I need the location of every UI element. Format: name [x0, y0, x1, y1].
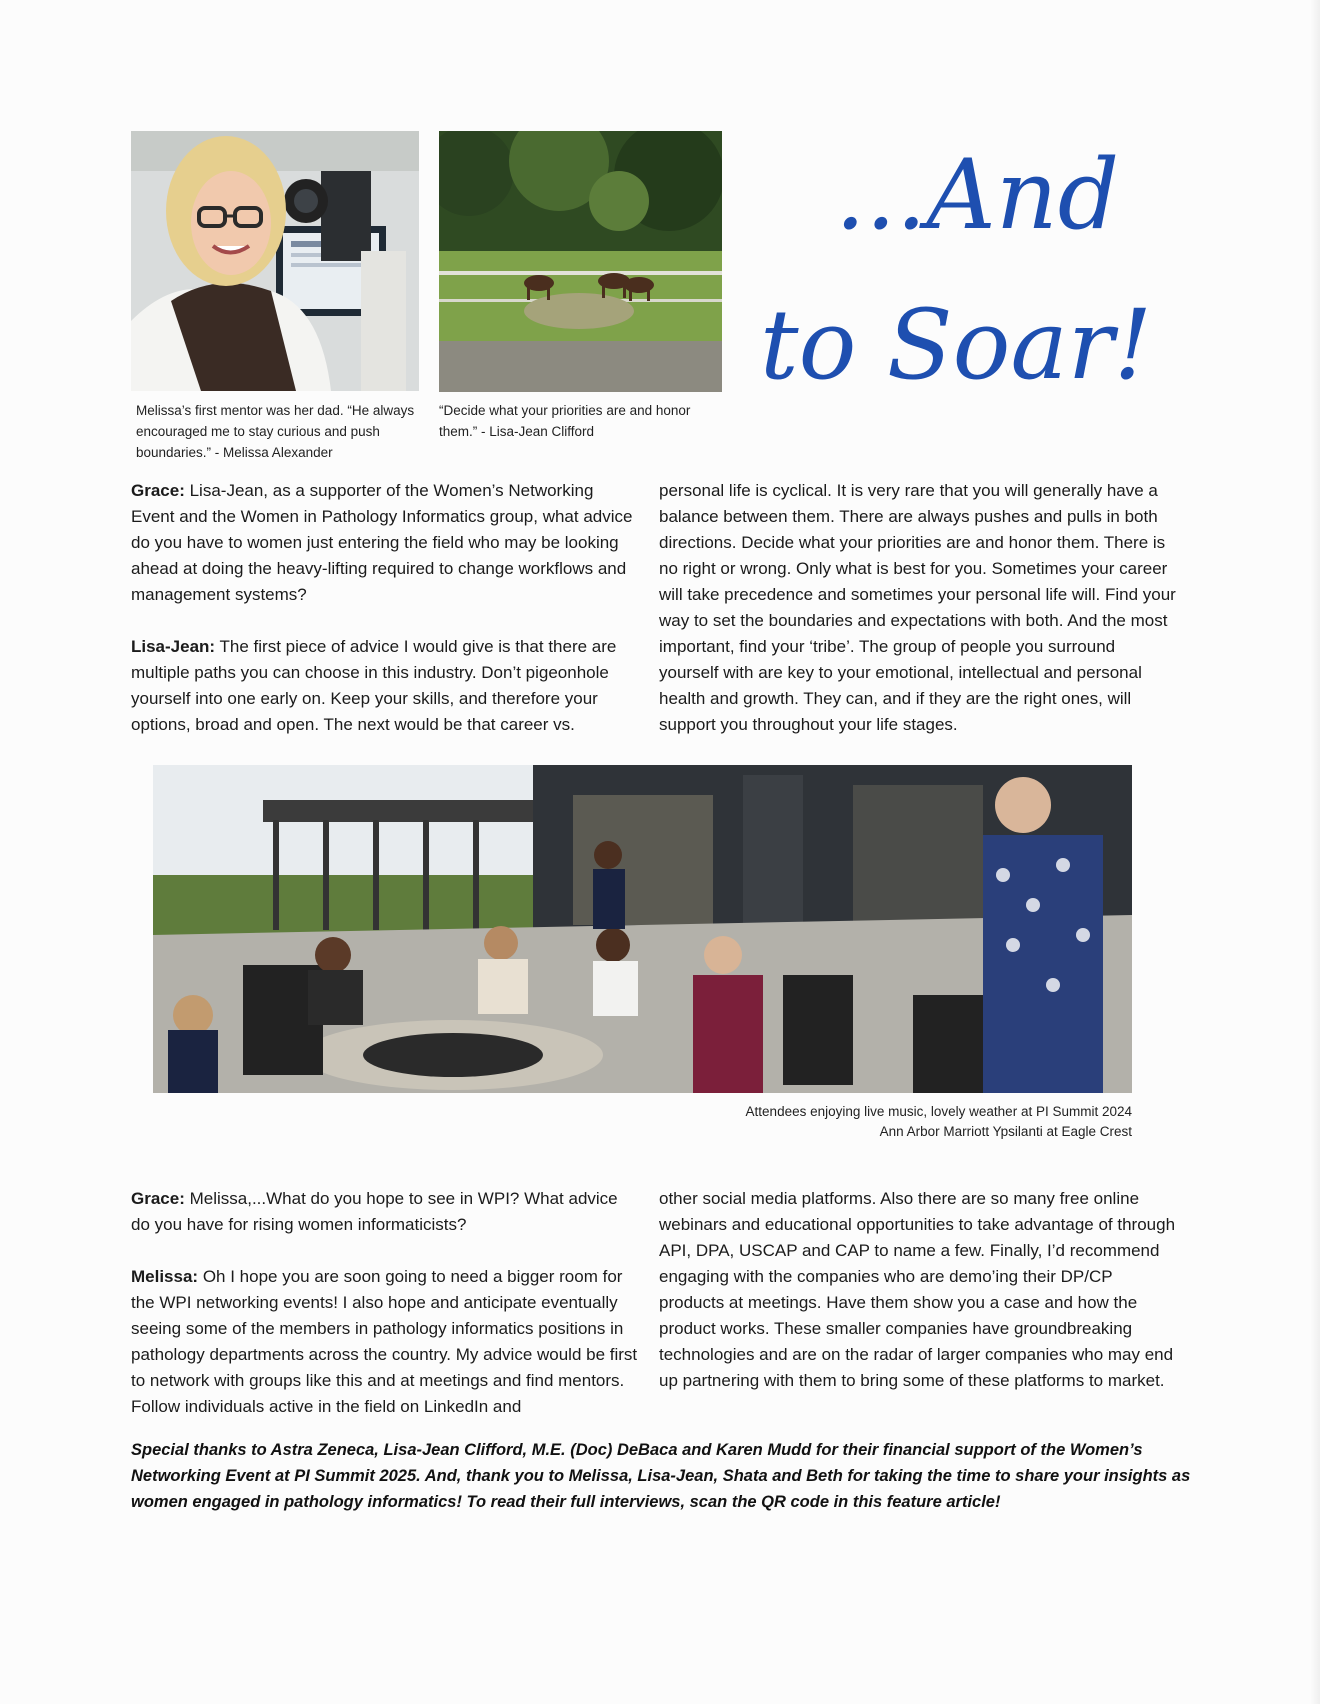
question-text: Lisa-Jean, as a supporter of the Women’s Networking Event and the Women in Pathology Informatics group, what advice do you have to women just entering the field who may be looking ahead at doing the heavy-lifting required to change workflows and management systems? [131, 481, 633, 604]
answer-continued: personal life is cyclical. It is very rare that you will generally have a balance between them. There are always pushes and pulls in both directions. Decide what your priorities are and honor them. There is no right or wrong. Only what is best for you. Sometimes your career will take precedence and sometimes your personal life will. Find your way to set the boundaries and expectations with both. And the most important, find your ‘tribe’. The group of people you surround yourself with are key to your emotional, intellectual and personal health and growth. They can, and if they are the right ones, will support you throughout your life stages. [659, 481, 1176, 734]
speaker-melissa: Melissa: [131, 1267, 199, 1286]
horses-photo [439, 131, 722, 392]
interview2-left-column [131, 1186, 641, 1446]
melissa-answer [131, 1264, 641, 1420]
melissa-caption: Melissa’s first mentor was her dad. “He always encouraged me to stay curious and push boundaries.” - Melissa Alexander [136, 403, 415, 460]
lisa-jean-answer [131, 634, 641, 738]
answer-continued: other social media platforms. Also there are so many free online webinars and educational opportunities to take advantage of through API, DPA, USCAP and CAP to name a few. Finally, I’d recommend engaging with the companies who are demo’ing their DP/CP products at meetings. Have them show you a case and how the product works. These smaller companies have groundbreaking technologies and are on the radar of larger companies who may end up partnering with them to bring some of these platforms to market. [659, 1189, 1176, 1390]
event-caption-line-1: Attendees enjoying live music, lovely weather at PI Summit 2024 [745, 1104, 1132, 1119]
speaker-grace: Grace: [131, 1189, 185, 1208]
horses-caption: “Decide what your priorities are and honor them.” - Lisa-Jean Clifford [439, 403, 691, 439]
speaker-grace: Grace: [131, 481, 185, 500]
event-photo [153, 765, 1132, 1093]
melissa-photo [131, 131, 419, 391]
answer-text: The first piece of advice I would give is that there are multiple paths you can choose in this industry. Don’t pigeonhole yourself into one early on. Keep your skills, and therefore your options, broad and open. The next would be that career vs. [131, 637, 617, 734]
event-caption-line-2: Ann Arbor Marriott Ypsilanti at Eagle Crest [879, 1124, 1132, 1139]
page-edge [1310, 0, 1320, 1704]
grace-question-2 [131, 1186, 641, 1238]
interview1-left-column [131, 478, 641, 764]
interview1-right-column [659, 478, 1179, 764]
question-text: Melissa,...What do you hope to see in WPI? What advice do you have for rising women informaticists? [131, 1189, 618, 1234]
title-line-1: ...And [835, 139, 1120, 251]
special-thanks: Special thanks to Astra Zeneca, Lisa-Jean Clifford, M.E. (Doc) DeBaca and Karen Mudd for their financial support of the Women’s Networking Event at PI Summit 2025. And, thank you to Melissa, Lisa-Jean, Shata and Beth for taking the time to share your insights as women engaged in pathology informatics! To read their full interviews, scan the QR code in this feature article! [131, 1441, 1191, 1511]
grace-question-1 [131, 478, 641, 608]
title-line-2: to Soar! [760, 289, 1153, 401]
interview2-right-column [659, 1186, 1179, 1420]
answer-text: Oh I hope you are soon going to need a bigger room for the WPI networking events! I also hope and anticipate eventually seeing some of the members in pathology informatics positions in pathology departments across the country. My advice would be first to network with groups like this and at meetings and find mentors. Follow individuals active in the field on LinkedIn and [131, 1267, 638, 1416]
speaker-lisa-jean: Lisa-Jean: [131, 637, 216, 656]
